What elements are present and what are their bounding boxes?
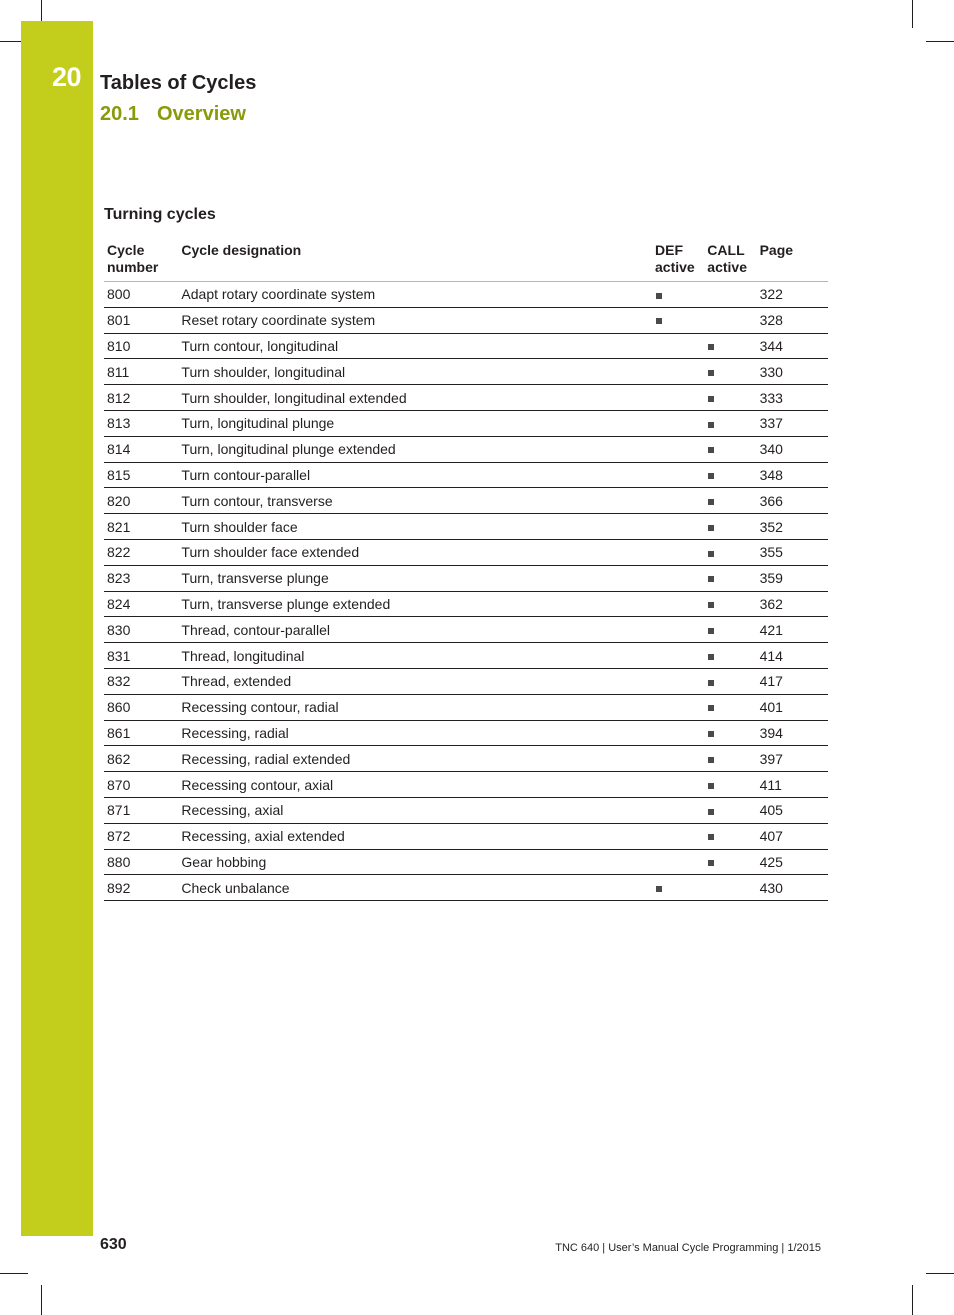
active-marker-icon <box>708 447 714 453</box>
column-header-call-active: CALL active <box>707 242 747 275</box>
page-cell: 352 <box>757 514 828 540</box>
active-marker-icon <box>708 757 714 763</box>
table-row <box>104 668 828 694</box>
page-cell: 355 <box>757 539 828 565</box>
page-cell: 417 <box>757 668 828 694</box>
cycle-designation-cell: Recessing contour, radial <box>178 694 652 720</box>
page-cell: 401 <box>757 694 828 720</box>
page-cell: 328 <box>757 307 828 333</box>
active-marker-icon <box>656 318 662 324</box>
crop-mark <box>912 0 913 28</box>
table-row <box>104 359 828 385</box>
call-active-cell <box>704 333 756 359</box>
page-cell: 348 <box>757 462 828 488</box>
cycle-designation-cell: Gear hobbing <box>178 849 652 875</box>
page-cell: 414 <box>757 643 828 669</box>
cycle-number-cell: 830 <box>104 617 178 643</box>
chapter-title: Tables of Cycles <box>100 72 257 94</box>
call-active-cell <box>704 849 756 875</box>
cycle-designation-cell: Thread, extended <box>178 668 652 694</box>
table-heading: Turning cycles <box>104 206 216 223</box>
cycle-number-cell: 821 <box>104 514 178 540</box>
page-cell: 397 <box>757 746 828 772</box>
cycle-designation-cell: Turn shoulder face <box>178 514 652 540</box>
call-active-cell <box>704 539 756 565</box>
def-active-cell <box>652 591 704 617</box>
page-cell: 337 <box>757 410 828 436</box>
active-marker-icon <box>708 370 714 376</box>
turning-cycles-table <box>104 240 828 901</box>
cycle-number-cell: 823 <box>104 565 178 591</box>
table-row <box>104 436 828 462</box>
table-row <box>104 720 828 746</box>
table-row <box>104 643 828 669</box>
table-row <box>104 694 828 720</box>
call-active-cell <box>704 875 756 901</box>
call-active-cell <box>704 668 756 694</box>
table-row <box>104 591 828 617</box>
page-cell: 362 <box>757 591 828 617</box>
def-active-cell <box>652 565 704 591</box>
page-cell: 366 <box>757 488 828 514</box>
cycle-designation-cell: Thread, longitudinal <box>178 643 652 669</box>
cycle-number-cell: 814 <box>104 436 178 462</box>
table-row <box>104 746 828 772</box>
def-active-cell <box>652 359 704 385</box>
active-marker-icon <box>708 525 714 531</box>
column-header-designation: Cycle designation <box>181 242 302 258</box>
page-cell: 344 <box>757 333 828 359</box>
cycle-designation-cell: Recessing, axial extended <box>178 823 652 849</box>
def-active-cell <box>652 436 704 462</box>
table-row <box>104 410 828 436</box>
cycle-number-cell: 824 <box>104 591 178 617</box>
def-active-cell <box>652 514 704 540</box>
table-row <box>104 875 828 901</box>
column-header-def-active: DEF active <box>655 242 695 275</box>
cycle-number-cell: 801 <box>104 307 178 333</box>
def-active-cell <box>652 488 704 514</box>
cycle-number-cell: 811 <box>104 359 178 385</box>
cycle-designation-cell: Recessing, radial extended <box>178 746 652 772</box>
def-active-cell <box>652 772 704 798</box>
footer-text: TNC 640 | User’s Manual Cycle Programming | 1/2015 <box>555 1242 821 1254</box>
page-cell: 359 <box>757 565 828 591</box>
table-row <box>104 617 828 643</box>
def-active-cell <box>652 333 704 359</box>
active-marker-icon <box>708 783 714 789</box>
cycle-number-cell: 815 <box>104 462 178 488</box>
page-cell: 405 <box>757 797 828 823</box>
def-active-cell <box>652 410 704 436</box>
def-active-cell <box>652 462 704 488</box>
table-row <box>104 849 828 875</box>
table-header-row <box>104 240 828 282</box>
cycle-designation-cell: Adapt rotary coordinate system <box>178 282 652 308</box>
cycle-designation-cell: Reset rotary coordinate system <box>178 307 652 333</box>
def-active-cell <box>652 668 704 694</box>
cycle-designation-cell: Turn shoulder, longitudinal <box>178 359 652 385</box>
def-active-cell <box>652 617 704 643</box>
active-marker-icon <box>708 576 714 582</box>
call-active-cell <box>704 823 756 849</box>
page-cell: 425 <box>757 849 828 875</box>
active-marker-icon <box>708 834 714 840</box>
column-header-cycle-number: Cycle number <box>107 242 159 275</box>
page-number: 630 <box>100 1236 127 1253</box>
cycle-number-cell: 871 <box>104 797 178 823</box>
cycle-number-cell: 820 <box>104 488 178 514</box>
crop-mark <box>926 1273 954 1274</box>
def-active-cell <box>652 746 704 772</box>
table-row <box>104 462 828 488</box>
crop-mark <box>912 1285 913 1315</box>
active-marker-icon <box>708 628 714 634</box>
table-row <box>104 282 828 308</box>
chapter-sidebar <box>21 21 93 1236</box>
chapter-number: 20 <box>52 62 82 92</box>
def-active-cell <box>652 797 704 823</box>
call-active-cell <box>704 514 756 540</box>
cycle-designation-cell: Turn, transverse plunge <box>178 565 652 591</box>
cycle-number-cell: 810 <box>104 333 178 359</box>
cycle-number-cell: 872 <box>104 823 178 849</box>
cycle-designation-cell: Turn, longitudinal plunge <box>178 410 652 436</box>
table-row <box>104 488 828 514</box>
def-active-cell <box>652 539 704 565</box>
def-active-cell <box>652 823 704 849</box>
cycle-designation-cell: Turn contour-parallel <box>178 462 652 488</box>
call-active-cell <box>704 410 756 436</box>
def-active-cell <box>652 720 704 746</box>
active-marker-icon <box>708 396 714 402</box>
cycle-designation-cell: Turn contour, transverse <box>178 488 652 514</box>
call-active-cell <box>704 436 756 462</box>
active-marker-icon <box>708 809 714 815</box>
section-label: Overview <box>157 103 246 125</box>
active-marker-icon <box>656 886 662 892</box>
cycle-designation-cell: Turn, transverse plunge extended <box>178 591 652 617</box>
cycle-designation-cell: Recessing, axial <box>178 797 652 823</box>
crop-mark <box>41 1285 42 1315</box>
cycle-number-cell: 831 <box>104 643 178 669</box>
def-active-cell <box>652 643 704 669</box>
cycle-number-cell: 892 <box>104 875 178 901</box>
cycle-number-cell: 862 <box>104 746 178 772</box>
active-marker-icon <box>708 654 714 660</box>
active-marker-icon <box>708 731 714 737</box>
cycle-number-cell: 812 <box>104 385 178 411</box>
call-active-cell <box>704 307 756 333</box>
def-active-cell <box>652 282 704 308</box>
cycle-number-cell: 813 <box>104 410 178 436</box>
table-row <box>104 797 828 823</box>
page-cell: 430 <box>757 875 828 901</box>
active-marker-icon <box>708 499 714 505</box>
def-active-cell <box>652 849 704 875</box>
cycle-number-cell: 880 <box>104 849 178 875</box>
column-header-page: Page <box>759 242 794 258</box>
call-active-cell <box>704 643 756 669</box>
cycle-number-cell: 800 <box>104 282 178 308</box>
page-cell: 330 <box>757 359 828 385</box>
call-active-cell <box>704 488 756 514</box>
def-active-cell <box>652 694 704 720</box>
cycle-designation-cell: Check unbalance <box>178 875 652 901</box>
table-row <box>104 823 828 849</box>
table-row <box>104 333 828 359</box>
table-row <box>104 565 828 591</box>
active-marker-icon <box>708 473 714 479</box>
crop-mark <box>0 1273 28 1274</box>
cycle-designation-cell: Turn, longitudinal plunge extended <box>178 436 652 462</box>
table-row <box>104 307 828 333</box>
active-marker-icon <box>708 422 714 428</box>
call-active-cell <box>704 746 756 772</box>
section-number: 20.1 <box>100 103 139 125</box>
crop-mark <box>41 0 42 21</box>
active-marker-icon <box>708 705 714 711</box>
cycle-number-cell: 860 <box>104 694 178 720</box>
section-title <box>100 103 246 126</box>
active-marker-icon <box>708 551 714 557</box>
page-cell: 407 <box>757 823 828 849</box>
table-row <box>104 514 828 540</box>
def-active-cell <box>652 875 704 901</box>
call-active-cell <box>704 720 756 746</box>
call-active-cell <box>704 617 756 643</box>
cycle-designation-cell: Thread, contour-parallel <box>178 617 652 643</box>
cycle-designation-cell: Recessing contour, axial <box>178 772 652 798</box>
cycle-designation-cell: Turn shoulder face extended <box>178 539 652 565</box>
call-active-cell <box>704 282 756 308</box>
page-cell: 322 <box>757 282 828 308</box>
call-active-cell <box>704 772 756 798</box>
table-row <box>104 539 828 565</box>
crop-mark <box>926 41 954 42</box>
page-cell: 333 <box>757 385 828 411</box>
call-active-cell <box>704 462 756 488</box>
table-row <box>104 385 828 411</box>
active-marker-icon <box>708 344 714 350</box>
active-marker-icon <box>708 860 714 866</box>
active-marker-icon <box>708 680 714 686</box>
cycle-number-cell: 822 <box>104 539 178 565</box>
page-cell: 394 <box>757 720 828 746</box>
call-active-cell <box>704 591 756 617</box>
cycle-number-cell: 870 <box>104 772 178 798</box>
def-active-cell <box>652 307 704 333</box>
cycle-designation-cell: Turn contour, longitudinal <box>178 333 652 359</box>
page-cell: 421 <box>757 617 828 643</box>
active-marker-icon <box>708 602 714 608</box>
table-row <box>104 772 828 798</box>
cycle-number-cell: 832 <box>104 668 178 694</box>
cycle-number-cell: 861 <box>104 720 178 746</box>
cycle-designation-cell: Turn shoulder, longitudinal extended <box>178 385 652 411</box>
call-active-cell <box>704 359 756 385</box>
call-active-cell <box>704 565 756 591</box>
active-marker-icon <box>656 293 662 299</box>
crop-mark <box>0 41 21 42</box>
call-active-cell <box>704 385 756 411</box>
call-active-cell <box>704 694 756 720</box>
page-cell: 411 <box>757 772 828 798</box>
call-active-cell <box>704 797 756 823</box>
cycle-designation-cell: Recessing, radial <box>178 720 652 746</box>
def-active-cell <box>652 385 704 411</box>
page-cell: 340 <box>757 436 828 462</box>
